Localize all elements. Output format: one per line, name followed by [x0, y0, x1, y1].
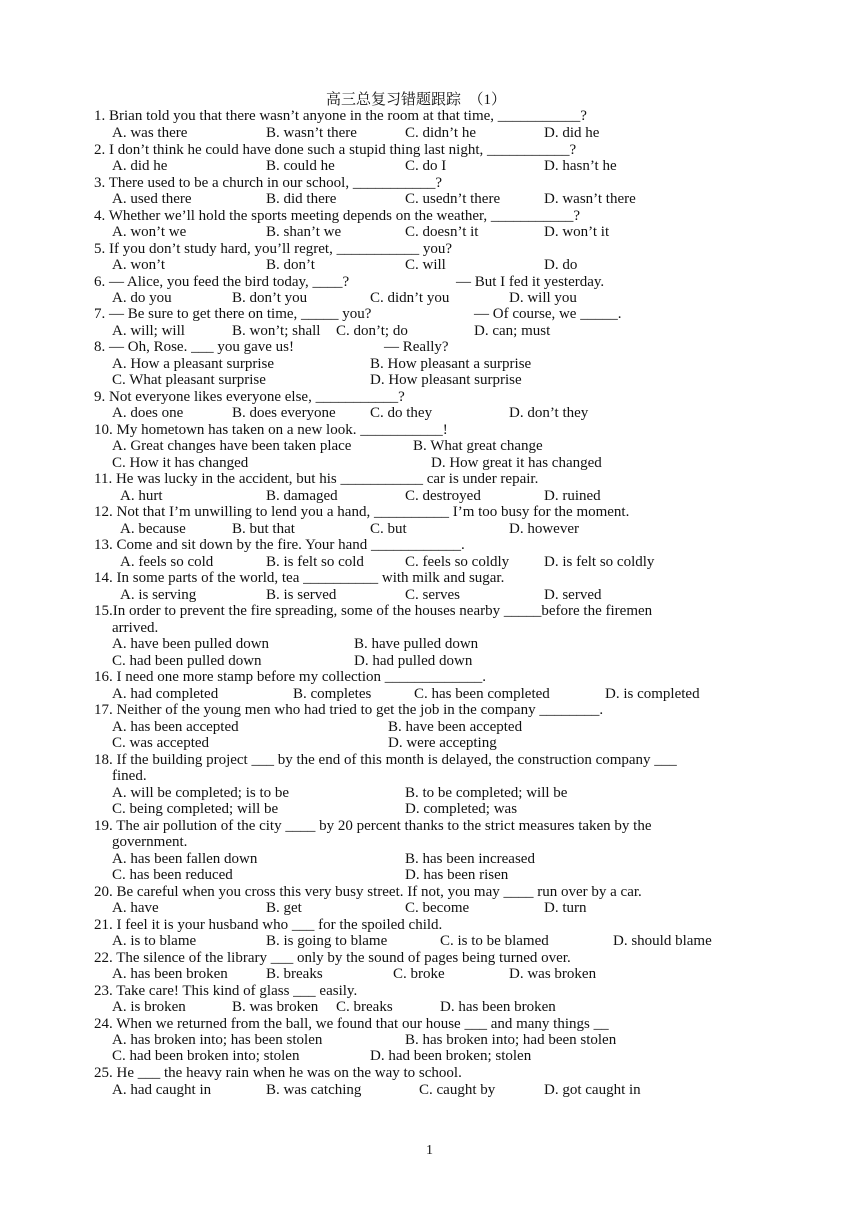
option-b: B. to be completed; will be [405, 785, 568, 801]
question-13 [94, 537, 774, 554]
question-21 [94, 917, 774, 934]
question-text: 14. In some parts of the world, tea __________ with milk and sugar. [94, 570, 505, 586]
options-13 [112, 554, 772, 571]
option-b: B. What great change [413, 438, 543, 454]
options-16 [112, 686, 772, 703]
question-text: 6. — Alice, you feed the bird today, ____? [94, 274, 350, 290]
option-b: B. damaged [266, 488, 338, 504]
option-c: C. destroyed [405, 488, 481, 504]
option-b: B. was catching [266, 1082, 362, 1098]
question-23 [94, 983, 774, 1000]
question-text: 17. Neither of the young men who had tried to get the job in the company ________. [94, 702, 604, 718]
question-3 [94, 175, 774, 192]
option-b: B. completes [293, 686, 372, 702]
option-d: D. were accepting [388, 735, 497, 751]
options-7 [112, 323, 772, 340]
option-a: A. has been accepted [112, 719, 239, 735]
question-15-cont [112, 620, 772, 637]
option-b: B. could he [266, 158, 335, 174]
question-text: 20. Be careful when you cross this very busy street. If not, you may ____ run over by a car. [94, 884, 642, 900]
option-c: C. do I [405, 158, 447, 174]
option-a: A. do you [112, 290, 172, 306]
question-text: 25. He ___ the heavy rain when he was on the way to school. [94, 1065, 462, 1081]
option-a: A. won’t we [112, 224, 187, 240]
question-19-cont [112, 834, 772, 851]
option-d: D. can; must [474, 323, 551, 339]
option-c: C. breaks [336, 999, 393, 1015]
option-b: B. has broken into; had been stolen [405, 1032, 617, 1048]
options-3 [112, 191, 772, 208]
options-11 [112, 488, 772, 505]
options-18a [112, 785, 772, 802]
question-text-cont: arrived. [112, 620, 159, 636]
page-number: 1 [426, 1143, 433, 1158]
option-b: B. does everyone [232, 405, 336, 421]
option-a: A. was there [112, 125, 188, 141]
option-b: B. don’t [266, 257, 315, 273]
option-b: B. is served [266, 587, 337, 603]
question-17 [94, 702, 774, 719]
option-b: B. don’t you [232, 290, 308, 306]
question-14 [94, 570, 774, 587]
question-text: 13. Come and sit down by the fire. Your hand ____________. [94, 537, 465, 553]
option-b: B. was broken [232, 999, 319, 1015]
option-d: D. completed; was [405, 801, 518, 817]
options-8a [112, 356, 772, 373]
options-21 [112, 933, 772, 950]
question-22 [94, 950, 774, 967]
option-d: D. How great it has changed [431, 455, 602, 471]
option-c: C. but [370, 521, 407, 537]
option-a: A. will; will [112, 323, 185, 339]
options-6 [112, 290, 772, 307]
option-a: A. is broken [112, 999, 186, 1015]
option-c: C. How it has changed [112, 455, 249, 471]
options-20 [112, 900, 772, 917]
options-23 [112, 999, 772, 1016]
question-text: 2. I don’t think he could have done such a stupid thing last night, ___________? [94, 142, 577, 158]
option-d: D. did he [544, 125, 600, 141]
question-text: 21. I feel it is your husband who ___ for the spoiled child. [94, 917, 443, 933]
option-b: B. did there [266, 191, 337, 207]
option-d: D. had pulled down [354, 653, 473, 669]
option-b: B. have been accepted [388, 719, 523, 735]
option-c: C. had been pulled down [112, 653, 262, 669]
question-text: 5. If you don’t study hard, you’ll regret, ___________ you? [94, 241, 453, 257]
option-d: D. has been broken [440, 999, 556, 1015]
option-c: C. being completed; will be [112, 801, 279, 817]
options-25 [112, 1082, 772, 1099]
option-d: D. turn [544, 900, 587, 916]
question-text-cont: fined. [112, 768, 147, 784]
option-c: C. didn’t you [370, 290, 450, 306]
option-d: D. How pleasant surprise [370, 372, 522, 388]
question-text: 9. Not everyone likes everyone else, ___________? [94, 389, 405, 405]
options-2 [112, 158, 772, 175]
option-c: C. do they [370, 405, 433, 421]
question-text: 19. The air pollution of the city ____ by 20 percent thanks to the strict measures taken by the [94, 818, 652, 834]
option-a: A. How a pleasant surprise [112, 356, 275, 372]
option-d: D. however [509, 521, 579, 537]
options-19a [112, 851, 772, 868]
question-7 [94, 306, 774, 323]
option-d: D. got caught in [544, 1082, 641, 1098]
options-5 [112, 257, 772, 274]
options-18b [112, 801, 772, 818]
option-c: C. What pleasant surprise [112, 372, 266, 388]
question-25 [94, 1065, 774, 1082]
question-text: 15.In order to prevent the fire spreading, some of the houses nearby _____before the firemen [94, 603, 653, 619]
question-text-cont: government. [112, 834, 188, 850]
option-d: D. ruined [544, 488, 601, 504]
options-24b [112, 1048, 772, 1065]
option-d: D. had been broken; stolen [370, 1048, 532, 1064]
option-c: C. has been reduced [112, 867, 233, 883]
option-b: B. but that [232, 521, 295, 537]
question-16 [94, 669, 774, 686]
option-b: B. is going to blame [266, 933, 388, 949]
option-d: D. don’t they [509, 405, 589, 421]
option-a: A. is serving [120, 587, 197, 603]
option-a: A. had completed [112, 686, 219, 702]
question-2 [94, 142, 774, 159]
question-text: 23. Take care! This kind of glass ___ easily. [94, 983, 358, 999]
question-text: 16. I need one more stamp before my collection _____________. [94, 669, 486, 685]
question-18 [94, 752, 774, 769]
option-d: D. wasn’t there [544, 191, 636, 207]
option-a: A. Great changes have been taken place [112, 438, 352, 454]
option-b: B. How pleasant a surprise [370, 356, 532, 372]
option-a: A. won’t [112, 257, 166, 273]
option-d: D. has been risen [405, 867, 509, 883]
option-c: C. serves [405, 587, 460, 603]
option-c: C. is to be blamed [440, 933, 549, 949]
option-c: C. become [405, 900, 470, 916]
option-c: C. had been broken into; stolen [112, 1048, 300, 1064]
option-a: A. has been broken [112, 966, 228, 982]
option-d: D. is felt so coldly [544, 554, 655, 570]
option-c: C. don’t; do [336, 323, 408, 339]
option-d: D. won’t it [544, 224, 610, 240]
option-d: D. served [544, 587, 602, 603]
option-c: C. broke [393, 966, 445, 982]
option-a: A. does one [112, 405, 184, 421]
option-b: B. has been increased [405, 851, 535, 867]
option-c: C. feels so coldly [405, 554, 510, 570]
option-d: D. will you [509, 290, 577, 306]
option-b: B. shan’t we [266, 224, 342, 240]
question-12 [94, 504, 774, 521]
question-24 [94, 1016, 774, 1033]
question-text: 11. He was lucky in the accident, but his ___________ car is under repair. [94, 471, 539, 487]
response-text: — Really? [384, 339, 449, 355]
question-18-cont [112, 768, 772, 785]
question-text: 8. — Oh, Rose. ___ you gave us! [94, 339, 294, 355]
question-text: 4. Whether we’ll hold the sports meeting depends on the weather, ___________? [94, 208, 581, 224]
question-text: 12. Not that I’m unwilling to lend you a hand, __________ I’m too busy for the moment. [94, 504, 630, 520]
option-b: B. have pulled down [354, 636, 479, 652]
option-a: A. have [112, 900, 159, 916]
option-b: B. won’t; shall [232, 323, 321, 339]
question-8 [94, 339, 774, 356]
question-5 [94, 241, 774, 258]
options-9 [112, 405, 772, 422]
option-c: C. usedn’t there [405, 191, 501, 207]
response-text: — Of course, we _____. [474, 306, 622, 322]
option-a: A. used there [112, 191, 192, 207]
option-a: A. did he [112, 158, 168, 174]
response-text: — But I fed it yesterday. [456, 274, 605, 290]
option-a: A. has been fallen down [112, 851, 258, 867]
option-a: A. because [120, 521, 186, 537]
question-15 [94, 603, 774, 620]
option-b: B. get [266, 900, 302, 916]
question-text: 10. My hometown has taken on a new look. ___________! [94, 422, 448, 438]
question-4 [94, 208, 774, 225]
option-d: D. do [544, 257, 578, 273]
options-15a [112, 636, 772, 653]
option-d: D. was broken [509, 966, 597, 982]
question-text: 7. — Be sure to get there on time, _____ you? [94, 306, 372, 322]
options-10a [112, 438, 772, 455]
options-8b [112, 372, 772, 389]
option-a: A. had caught in [112, 1082, 212, 1098]
option-b: B. is felt so cold [266, 554, 364, 570]
question-10 [94, 422, 774, 439]
options-4 [112, 224, 772, 241]
options-24a [112, 1032, 772, 1049]
option-c: C. was accepted [112, 735, 210, 751]
option-a: A. has broken into; has been stolen [112, 1032, 323, 1048]
question-text: 3. There used to be a church in our school, ___________? [94, 175, 442, 191]
option-a: A. have been pulled down [112, 636, 270, 652]
option-d: D. hasn’t he [544, 158, 617, 174]
option-b: B. wasn’t there [266, 125, 357, 141]
option-c: C. doesn’t it [405, 224, 479, 240]
question-19 [94, 818, 774, 835]
question-20 [94, 884, 774, 901]
option-a: A. feels so cold [120, 554, 214, 570]
option-a: A. will be completed; is to be [112, 785, 290, 801]
question-1 [94, 108, 774, 125]
options-19b [112, 867, 772, 884]
options-12 [112, 521, 772, 538]
question-text: 24. When we returned from the ball, we found that our house ___ and many things __ [94, 1016, 609, 1032]
options-17b [112, 735, 772, 752]
option-a: A. is to blame [112, 933, 197, 949]
question-11 [94, 471, 774, 488]
option-b: B. breaks [266, 966, 323, 982]
options-22 [112, 966, 772, 983]
question-text: 22. The silence of the library ___ only by the sound of pages being turned over. [94, 950, 571, 966]
options-1 [112, 125, 772, 142]
option-c: C. will [405, 257, 446, 273]
options-15b [112, 653, 772, 670]
option-c: C. caught by [419, 1082, 496, 1098]
option-c: C. has been completed [414, 686, 550, 702]
option-c: C. didn’t he [405, 125, 476, 141]
options-10b [112, 455, 772, 472]
option-a: A. hurt [120, 488, 163, 504]
option-d: D. should blame [613, 933, 712, 949]
page-title: 高三总复习错题跟踪 （1） [326, 92, 507, 108]
option-d: D. is completed [605, 686, 700, 702]
options-14 [112, 587, 772, 604]
question-9 [94, 389, 774, 406]
question-6 [94, 274, 774, 291]
options-17a [112, 719, 772, 736]
question-text: 1. Brian told you that there wasn’t anyone in the room at that time, ___________? [94, 108, 587, 124]
question-text: 18. If the building project ___ by the end of this month is delayed, the construction company ___ [94, 752, 677, 768]
